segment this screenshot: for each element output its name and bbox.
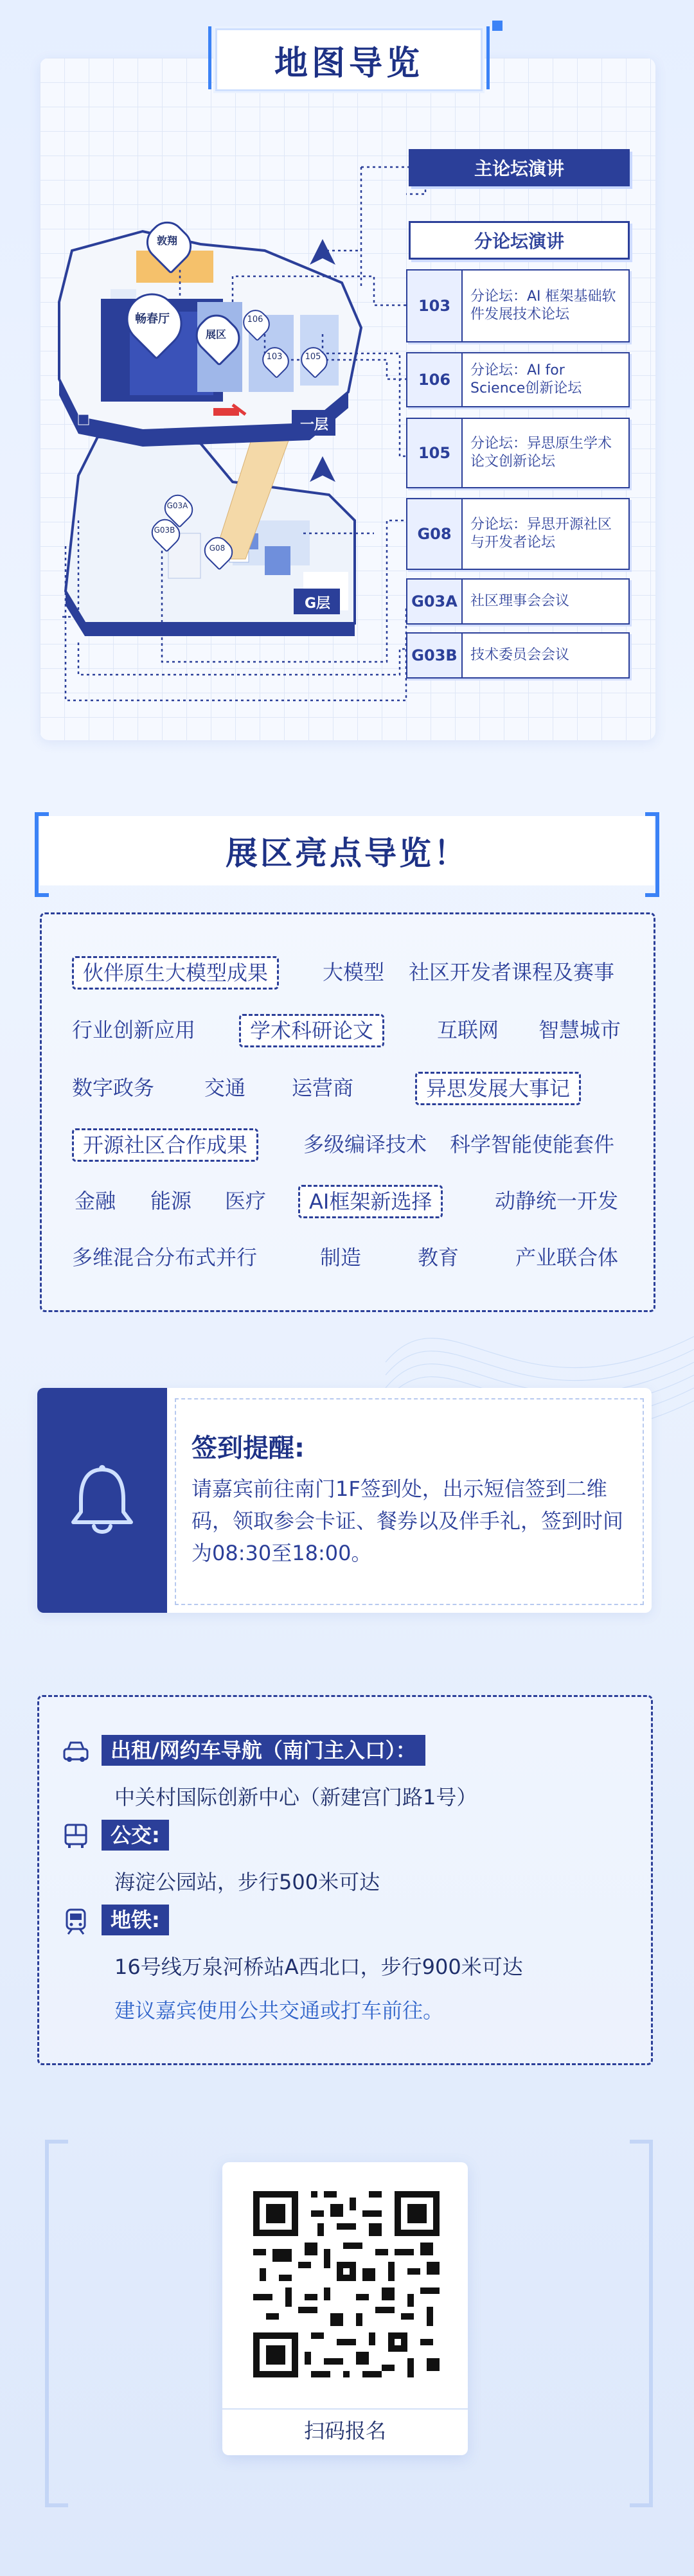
highlight-tag: 科学智能使能套件 — [450, 1132, 615, 1157]
highlight-tag: 伙伴原生大模型成果 — [72, 956, 279, 990]
reminder-side — [37, 1388, 167, 1613]
highlight-tag: 互联网 — [437, 1018, 499, 1042]
room-code: G08 — [407, 499, 463, 569]
pin-label: 103 — [266, 352, 283, 362]
highlight-tag: 数字政务 — [72, 1076, 155, 1100]
pin-label: 敦翔 — [156, 235, 177, 247]
qr-code[interactable] — [247, 2185, 446, 2384]
taxi-address: 中关村国际创新中心（新建宫门路1号） — [114, 1785, 477, 1809]
highlight-tag: 运营商 — [292, 1076, 354, 1100]
bus-route: 海淀公园站，步行500米可达 — [114, 1870, 380, 1894]
highlight-tag: 交通 — [204, 1076, 246, 1100]
pin-label: 畅春厅 — [135, 312, 170, 326]
highlight-tag: 多维混合分布式并行 — [72, 1245, 258, 1270]
room-name: 技术委员会会议 — [470, 647, 570, 663]
sub-forum-badge — [409, 221, 630, 260]
highlight-tag: 教育 — [418, 1245, 459, 1270]
highlights-title-text: 展区亮点导览！ — [226, 835, 468, 872]
highlight-tag: 动静统一开发 — [495, 1189, 619, 1213]
map-title-text: 地图导览 — [274, 44, 423, 83]
bus-label: 公交: — [102, 1820, 169, 1851]
highlight-tag: 智慧城市 — [538, 1018, 621, 1042]
pin-label: 展区 — [205, 328, 226, 341]
highlight-tag: AI框架新选择 — [298, 1185, 443, 1218]
reminder-title: 签到提醒: — [191, 1434, 305, 1463]
subway-label: 地铁: — [102, 1905, 169, 1935]
pin-label: G08 — [209, 544, 226, 553]
highlight-tag: 多级编译技术 — [303, 1132, 427, 1157]
highlight-tag: 大模型 — [323, 960, 385, 984]
room-item — [406, 352, 630, 407]
pin-label: 106 — [247, 315, 263, 324]
highlight-tag: 金融 — [75, 1189, 116, 1213]
highlight-tag: 医疗 — [225, 1189, 267, 1213]
sub-forum-label: 分论坛演讲 — [474, 231, 564, 252]
room-item — [406, 498, 630, 570]
room-name: 分论坛：AI for Science创新论坛 — [470, 362, 582, 396]
bracket-right — [630, 2140, 653, 2507]
highlight-tag: 开源社区合作成果 — [72, 1128, 258, 1162]
subway-route: 16号线万泉河桥站A西北口，步行900米可达 — [114, 1955, 523, 1979]
room-item — [406, 632, 630, 679]
subway-icon — [62, 1907, 90, 1935]
room-name: 分论坛：AI 框架基础软件发展技术论坛 — [470, 289, 616, 323]
pin-label: G03A — [166, 501, 188, 510]
pin-label: 105 — [305, 352, 321, 362]
room-code: 103 — [407, 271, 463, 341]
highlight-tag: 社区开发者课程及赛事 — [409, 960, 615, 984]
main-forum-label: 主论坛演讲 — [474, 158, 564, 179]
room-code: G03B — [407, 634, 463, 677]
taxi-icon — [62, 1737, 90, 1766]
room-name: 分论坛：异思开源社区与开发者论坛 — [470, 517, 612, 551]
bus-icon — [62, 1822, 90, 1851]
highlights-title — [40, 816, 654, 885]
highlight-tag: 学术科研论文 — [239, 1014, 384, 1047]
room-item — [406, 578, 630, 625]
reminder-body: 请嘉宾前往南门1F签到处，出示短信签到二维码，领取参会卡证、餐券以及伴手礼，签到时间为08:30至18:00。 — [191, 1477, 624, 1565]
room-name: 分论坛：异思原生学术论文创新论坛 — [470, 436, 612, 470]
floor-g-label: G层 — [304, 596, 331, 612]
bell-icon — [67, 1462, 138, 1539]
pin-label: G03B — [154, 526, 175, 535]
highlight-tag: 产业联合体 — [515, 1245, 619, 1270]
room-code: 105 — [407, 419, 463, 487]
main-forum-badge — [409, 149, 630, 186]
floor-1-label: 一层 — [299, 417, 328, 433]
highlight-tag: 行业创新应用 — [72, 1018, 196, 1042]
room-name: 社区理事会会议 — [470, 593, 570, 609]
transport-note: 建议嘉宾使用公共交通或打车前往。 — [114, 1998, 444, 2023]
highlight-tag: 能源 — [150, 1189, 192, 1213]
highlight-tag: 异思发展大事记 — [415, 1072, 581, 1105]
room-code: 106 — [407, 353, 463, 406]
room-item — [406, 269, 630, 342]
qr-divider — [222, 2408, 468, 2410]
highlight-tag: 制造 — [320, 1245, 362, 1270]
bracket-left — [45, 2140, 68, 2507]
taxi-label: 出租/网约车导航（南门主入口）： — [102, 1735, 425, 1766]
room-item — [406, 418, 630, 488]
corner-square — [492, 21, 503, 31]
room-code: G03A — [407, 580, 463, 623]
qr-caption: 扫码报名 — [303, 2419, 386, 2443]
